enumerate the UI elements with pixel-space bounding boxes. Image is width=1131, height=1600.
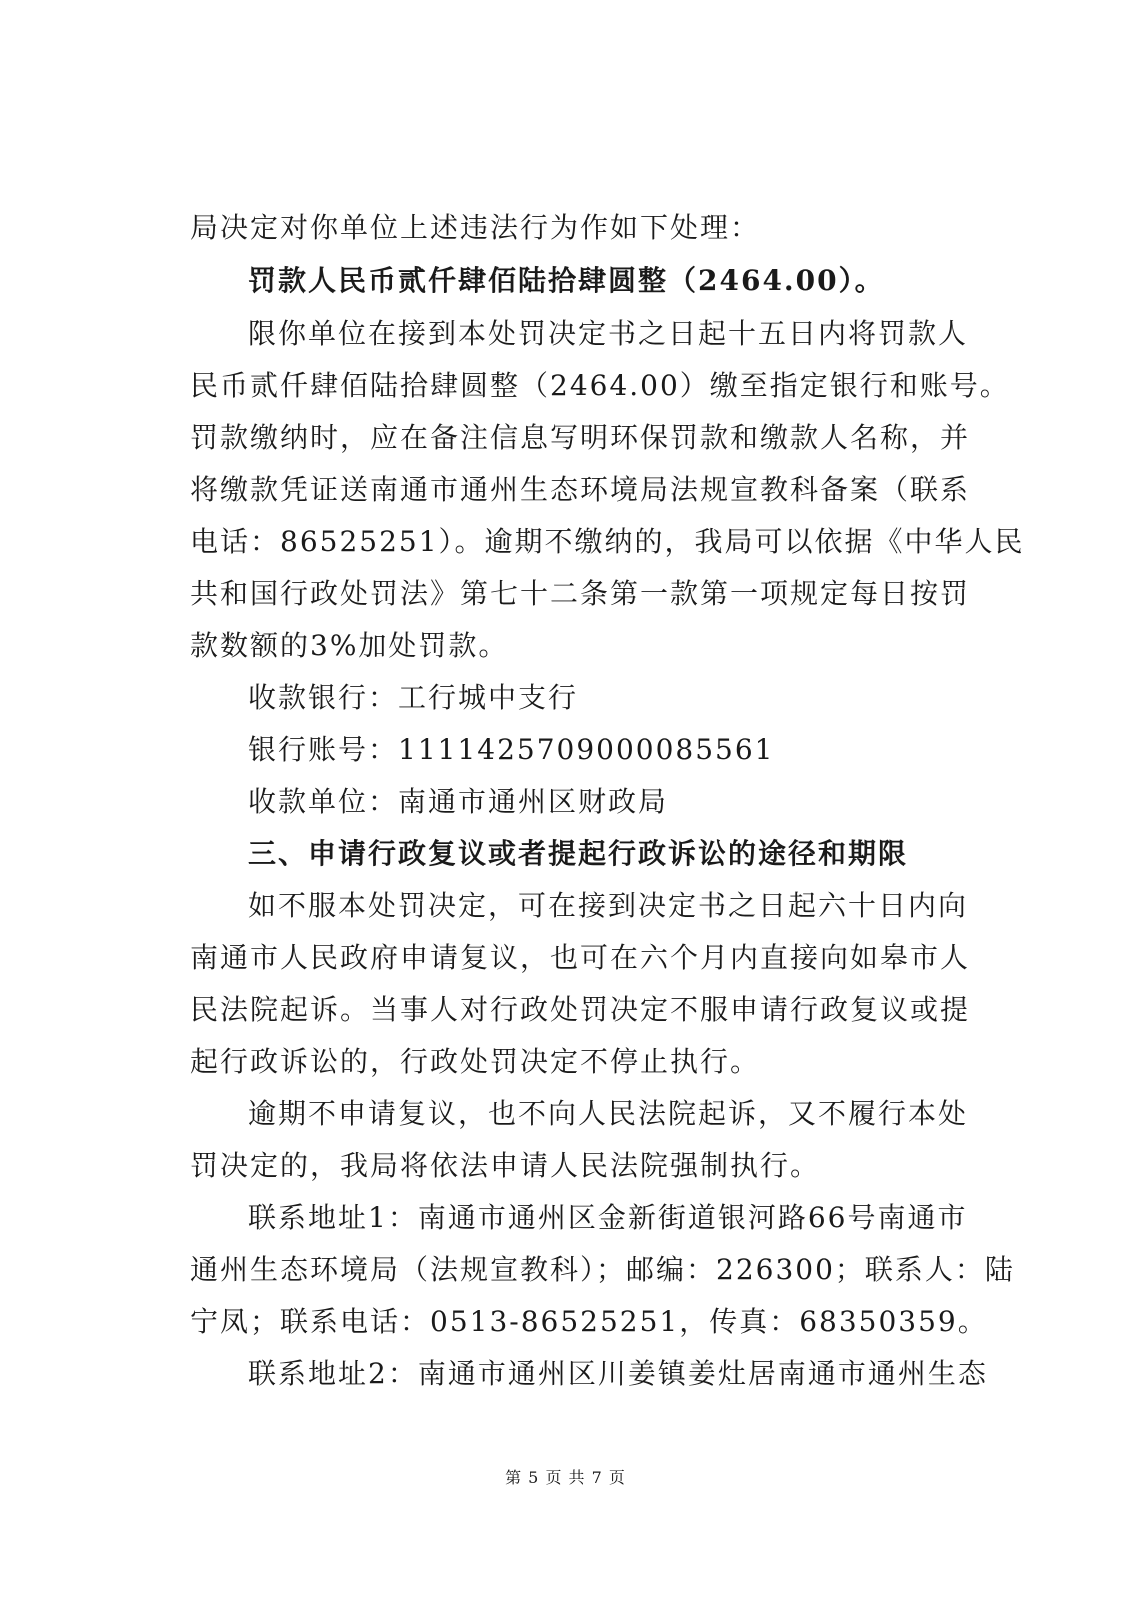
paragraph-line: 民币贰仟肆佰陆拾肆圆整（2464.00）缴至指定银行和账号。 <box>190 369 1010 402</box>
paragraph-line: 如不服本处罚决定，可在接到决定书之日起六十日内向 <box>248 889 969 922</box>
paragraph-line: 局决定对你单位上述违法行为作如下处理： <box>190 211 761 244</box>
contact-address-1-line: 联系地址1：南通市通州区金新街道银河路66号南通市 <box>248 1201 968 1234</box>
paragraph-line: 宁凤；联系电话：0513-86525251，传真：68350359。 <box>190 1305 988 1338</box>
contact-address-2-line: 联系地址2：南通市通州区川姜镇姜灶居南通市通州生态 <box>248 1357 988 1390</box>
fine-amount-line: 罚款人民币贰仟肆佰陆拾肆圆整（2464.00）。 <box>248 264 885 297</box>
paragraph-line: 逾期不申请复议，也不向人民法院起诉，又不履行本处 <box>248 1097 969 1130</box>
paragraph-line: 限你单位在接到本处罚决定书之日起十五日内将罚款人 <box>248 317 969 350</box>
paragraph-line: 共和国行政处罚法》第七十二条第一款第一项规定每日按罚 <box>190 577 971 610</box>
paragraph-line: 南通市人民政府申请复议，也可在六个月内直接向如皋市人 <box>190 941 971 974</box>
section-heading: 三、申请行政复议或者提起行政诉讼的途径和期限 <box>248 837 909 870</box>
receiving-bank-line: 收款银行：工行城中支行 <box>248 681 579 714</box>
bank-account-line: 银行账号：1111425709000085561 <box>248 733 775 766</box>
paragraph-line: 将缴款凭证送南通市通州生态环境局法规宣教科备案（联系 <box>190 473 971 506</box>
paragraph-line: 通州生态环境局（法规宣教科）；邮编：226300；联系人：陆 <box>190 1253 1015 1286</box>
page-number-footer: 第 5 页 共 7 页 <box>505 1468 626 1487</box>
paragraph-line: 起行政诉讼的，行政处罚决定不停止执行。 <box>190 1045 761 1078</box>
paragraph-line: 罚款缴纳时，应在备注信息写明环保罚款和缴款人名称，并 <box>190 421 971 454</box>
paragraph-line: 款数额的3%加处罚款。 <box>190 629 509 662</box>
paragraph-line: 电话：86525251）。逾期不缴纳的，我局可以依据《中华人民 <box>190 525 1025 558</box>
paragraph-line: 民法院起诉。当事人对行政处罚决定不服申请行政复议或提 <box>190 993 971 1026</box>
receiving-unit-line: 收款单位：南通市通州区财政局 <box>248 785 669 818</box>
paragraph-line: 罚决定的，我局将依法申请人民法院强制执行。 <box>190 1149 821 1182</box>
